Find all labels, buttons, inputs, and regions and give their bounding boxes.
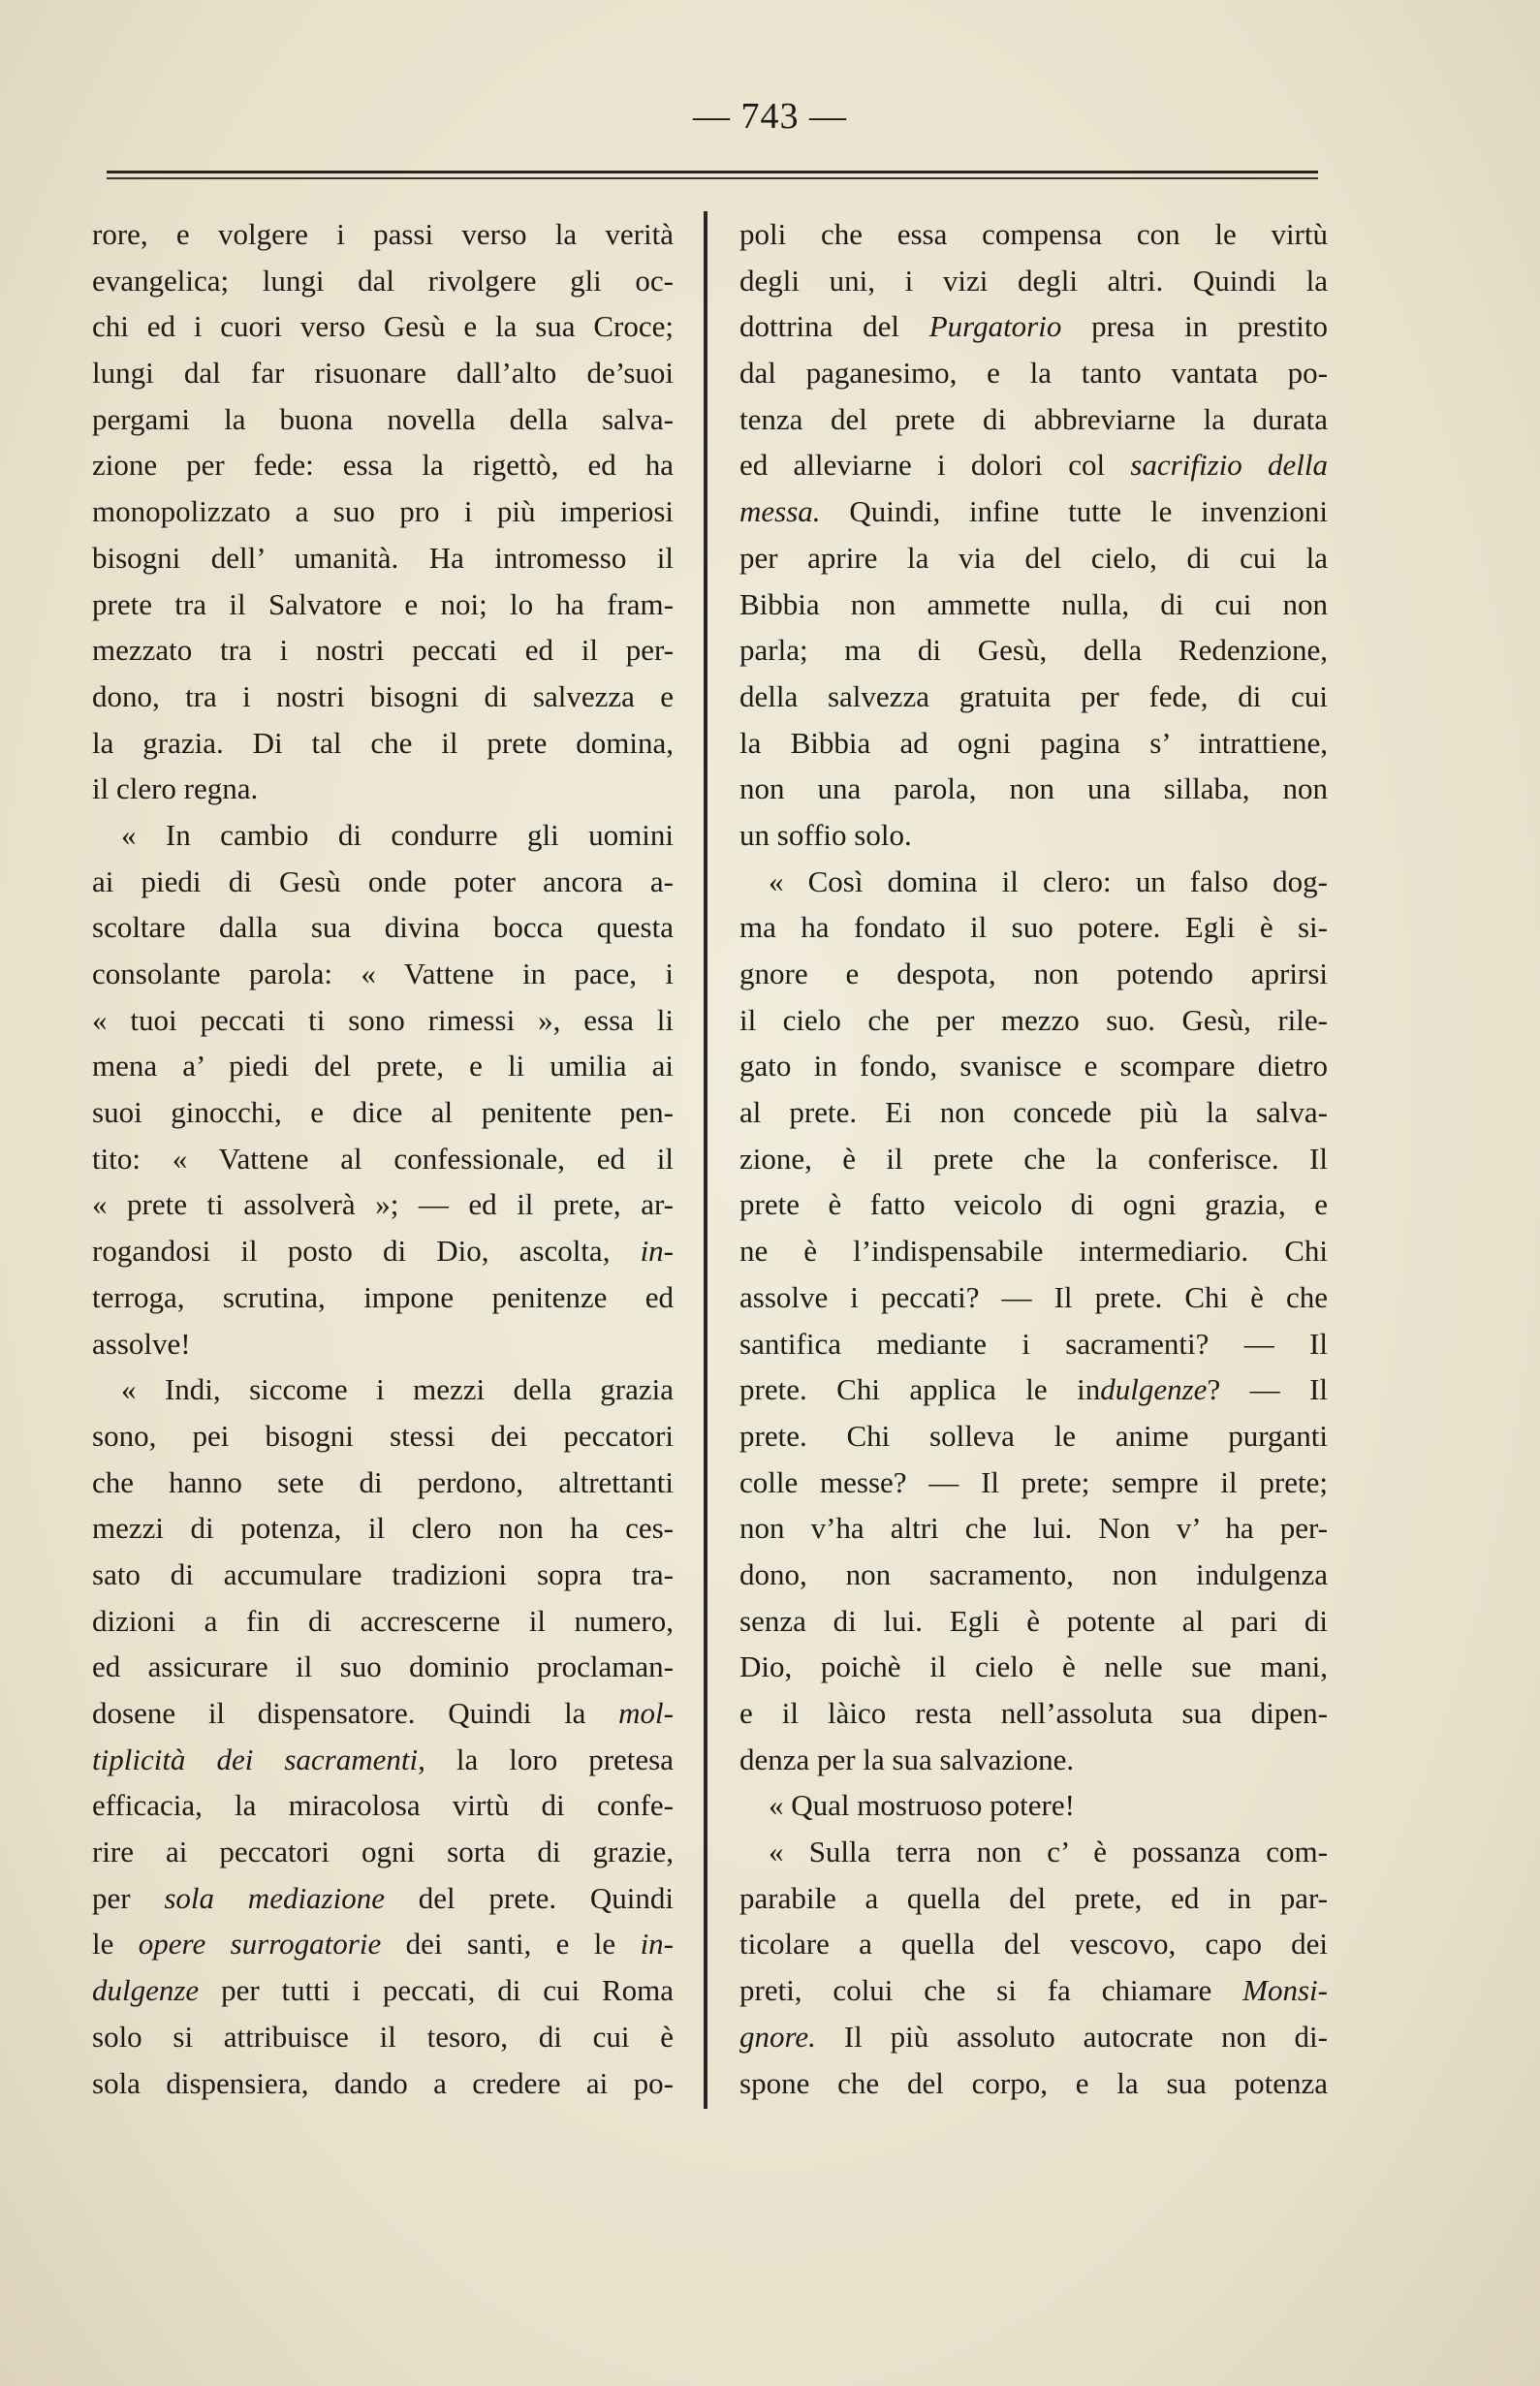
right-column-line: messa. Quindi, infine tutte le invenzioni: [739, 494, 1328, 529]
left-column-line: sato di accumulare tradizioni sopra tra-: [92, 1556, 674, 1591]
right-column-line: prete è fatto veicolo di ogni grazia, e: [739, 1187, 1328, 1222]
right-column-line: gato in fondo, svanisce e scompare dietro: [739, 1049, 1328, 1083]
right-column-line: ed alleviarne i dolori col sacrifizio della: [739, 448, 1328, 483]
left-column-line: rogandosi il posto di Dio, ascolta, in-: [92, 1234, 674, 1269]
left-column-line: evangelica; lungi dal rivolgere gli oc-: [92, 263, 674, 298]
right-column-line: « Così domina il clero: un falso dog-: [769, 863, 1328, 898]
header-rule: [107, 171, 1318, 173]
right-column-line: assolve i peccati? — Il prete. Chi è che: [739, 1279, 1328, 1314]
right-column-line: denza per la sua salvazione.: [739, 1742, 1075, 1776]
right-column-line: della salvezza gratuita per fede, di cui: [739, 678, 1328, 713]
right-column-line: Dio, poichè il cielo è nelle sue mani,: [739, 1649, 1328, 1684]
right-column-line: « Qual mostruoso potere!: [769, 1788, 1075, 1823]
right-column-line: spone che del corpo, e la sua potenza: [739, 2065, 1328, 2100]
left-column-line: bisogni dell’ umanità. Ha intromesso il: [92, 540, 674, 575]
left-column-line: il clero regna.: [92, 771, 259, 806]
right-column-line: e il làico resta nell’assoluta sua dipen-: [739, 1696, 1328, 1730]
left-column-line: « tuoi peccati ti sono rimessi », essa li: [92, 1002, 674, 1037]
right-column-line: per aprire la via del cielo, di cui la: [739, 540, 1328, 575]
left-column-line: prete tra il Salvatore e noi; lo ha fram-: [92, 586, 674, 621]
right-column-line: gnore e despota, non potendo aprirsi: [739, 957, 1328, 990]
right-column-line: al prete. Ei non concede più la salva-: [739, 1095, 1328, 1130]
right-column-line: gnore. Il più assoluto autocrate non di-: [739, 2019, 1328, 2054]
left-column-line: chi ed i cuori verso Gesù e la sua Croce;: [92, 309, 674, 344]
right-column-line: zione, è il prete che la conferisce. Il: [739, 1141, 1328, 1176]
left-column-line: sola dispensiera, dando a credere ai po-: [92, 2065, 674, 2100]
left-column-line: dosene il dispensatore. Quindi la mol-: [92, 1696, 674, 1730]
right-column-line: poli che essa compensa con le virtù: [739, 217, 1328, 251]
left-column-line: monopolizzato a suo pro i più imperiosi: [92, 494, 674, 529]
right-column-line: ne è l’indispensabile intermediario. Chi: [739, 1234, 1328, 1269]
right-column-line: il cielo che per mezzo suo. Gesù, rile-: [739, 1002, 1328, 1037]
left-column-line: zione per fede: essa la rigettò, ed ha: [92, 448, 674, 483]
left-column-line: « In cambio di condurre gli uomini: [121, 817, 674, 852]
left-column-line: dono, tra i nostri bisogni di salvezza e: [92, 678, 674, 713]
left-column-line: dulgenze per tutti i peccati, di cui Roma: [92, 1973, 674, 2008]
left-column-line: dizioni a fin di accrescerne il numero,: [92, 1603, 674, 1638]
left-column-line: consolante parola: « Vattene in pace, i: [92, 957, 674, 990]
right-column: [739, 211, 1328, 2106]
left-column-line: rire ai peccatori ogni sorta di grazie,: [92, 1835, 674, 1869]
left-column-line: scoltare dalla sua divina bocca questa: [92, 910, 674, 945]
left-column-line: mezzato tra i nostri peccati ed il per-: [92, 633, 674, 668]
left-column-line: tiplicità dei sacramenti, la loro pretesa: [92, 1742, 674, 1776]
left-column-line: ed assicurare il suo dominio proclaman-: [92, 1649, 674, 1684]
right-column-line: prete. Chi solleva le anime purganti: [739, 1418, 1328, 1453]
right-column-line: Bibbia non ammette nulla, di cui non: [739, 586, 1328, 621]
right-column-line: « Sulla terra non c’ è possanza com-: [769, 1835, 1328, 1869]
left-column-line: per sola mediazione del prete. Quindi: [92, 1880, 674, 1915]
left-column-line: suoi ginocchi, e dice al penitente pen-: [92, 1095, 674, 1130]
right-column-line: la Bibbia ad ogni pagina s’ intrattiene,: [739, 725, 1328, 760]
right-column-line: parla; ma di Gesù, della Redenzione,: [739, 633, 1328, 668]
left-column-line: efficacia, la miracolosa virtù di confe-: [92, 1788, 674, 1823]
right-column-line: non una parola, non una sillaba, non: [739, 771, 1328, 806]
left-column: [92, 211, 674, 2106]
left-column-line: tito: « Vattene al confessionale, ed il: [92, 1141, 674, 1176]
right-column-line: prete. Chi applica le indulgenze? — Il: [739, 1372, 1329, 1407]
left-column-line: ai piedi di Gesù onde poter ancora a-: [92, 863, 674, 898]
right-column-line: preti, colui che si fa chiamare Monsi-: [739, 1973, 1328, 2008]
left-column-line: che hanno sete di perdono, altrettanti: [92, 1464, 674, 1499]
left-column-line: « Indi, siccome i mezzi della grazia: [121, 1372, 674, 1407]
right-column-line: ticolare a quella del vescovo, capo dei: [739, 1927, 1328, 1962]
right-column-line: ma ha fondato il suo potere. Egli è si-: [739, 910, 1328, 945]
left-column-line: lungi dal far risuonare dall’alto de’suoi: [92, 356, 674, 391]
left-column-line: assolve!: [92, 1326, 191, 1361]
right-column-line: tenza del prete di abbreviarne la durata: [739, 401, 1328, 436]
right-column-line: dal paganesimo, e la tanto vantata po-: [739, 356, 1328, 391]
right-column-line: parabile a quella del prete, ed in par-: [739, 1880, 1328, 1915]
page-number: — 743 —: [693, 96, 847, 137]
right-column-line: colle messe? — Il prete; sempre il prete;: [739, 1464, 1328, 1499]
right-column-line: santifica mediante i sacramenti? — Il: [739, 1326, 1328, 1361]
left-column-line: rore, e volgere i passi verso la verità: [92, 217, 674, 251]
column-divider: [704, 211, 707, 2109]
left-column-line: solo si attribuisce il tesoro, di cui è: [92, 2019, 674, 2054]
right-column-line: non v’ha altri che lui. Non v’ ha per-: [739, 1511, 1328, 1546]
left-column-line: mezzi di potenza, il clero non ha ces-: [92, 1511, 674, 1546]
left-column-line: pergami la buona novella della salva-: [92, 401, 674, 436]
left-column-line: mena a’ piedi del prete, e li umilia ai: [92, 1049, 674, 1083]
left-column-line: la grazia. Di tal che il prete domina,: [92, 725, 674, 760]
left-column-line: le opere surrogatorie dei santi, e le in-: [92, 1927, 674, 1962]
left-column-line: sono, pei bisogni stessi dei peccatori: [92, 1418, 674, 1453]
right-column-line: un soffio solo.: [739, 817, 912, 852]
right-column-line: senza di lui. Egli è potente al pari di: [739, 1603, 1328, 1638]
left-column-line: terroga, scrutina, impone penitenze ed: [92, 1279, 674, 1314]
header-rule-thin: [107, 177, 1318, 179]
right-column-line: dottrina del Purgatorio presa in prestito: [739, 309, 1328, 344]
left-column-line: « prete ti assolverà »; — ed il prete, ar-: [92, 1187, 674, 1222]
right-column-line: degli uni, i vizi degli altri. Quindi la: [739, 263, 1328, 298]
right-column-line: dono, non sacramento, non indulgenza: [739, 1556, 1328, 1591]
